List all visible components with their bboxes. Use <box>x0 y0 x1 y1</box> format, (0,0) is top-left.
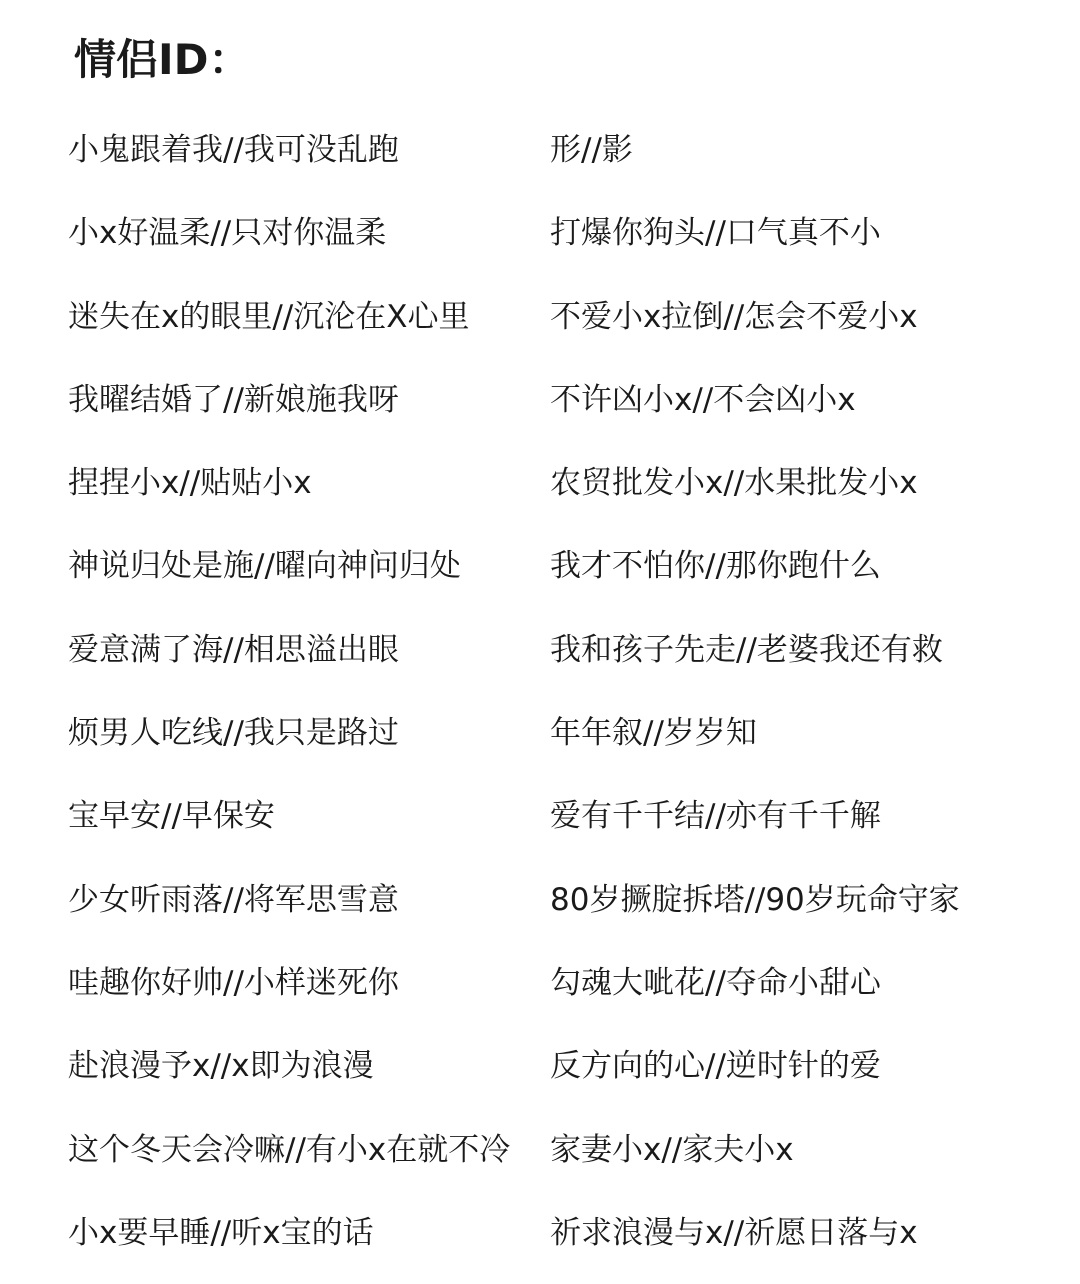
list-item <box>0 1118 1080 1201</box>
list-item <box>0 868 1080 951</box>
couple-id-second: 家妻小x//家夫小x <box>550 1131 794 1168</box>
list-item <box>0 285 1080 368</box>
couple-id-second: 我才不怕你//那你跑什么 <box>550 548 881 585</box>
couple-id-first: 爱意满了海//相思溢出眼 <box>68 631 399 668</box>
couple-id-first: 少女听雨落//将军思雪意 <box>68 881 399 918</box>
couple-id-second: 祈求浪漫与x//祈愿日落与x <box>550 1214 918 1251</box>
list-item <box>0 1201 1080 1284</box>
list-item <box>0 618 1080 701</box>
list-item <box>0 1034 1080 1117</box>
list-item <box>0 368 1080 451</box>
couple-id-first: 烦男人吃线//我只是路过 <box>68 715 399 752</box>
couple-id-list <box>0 118 1080 1284</box>
list-item <box>0 534 1080 617</box>
couple-id-first: 我曜结婚了//新娘施我呀 <box>68 381 399 418</box>
page-title: 情侣ID： <box>74 35 251 84</box>
couple-id-second: 不爱小x拉倒//怎会不爱小x <box>550 298 918 335</box>
couple-id-first: 小x好温柔//只对你温柔 <box>68 215 387 252</box>
couple-id-first: 小鬼跟着我//我可没乱跑 <box>68 132 399 168</box>
couple-id-first: 捏捏小x//贴贴小x <box>68 465 312 502</box>
couple-id-second: 勾魂大呲花//夺命小甜心 <box>550 964 881 1001</box>
couple-id-second: 打爆你狗头//口气真不小 <box>550 215 881 252</box>
couple-id-second: 不许凶小x//不会凶小x <box>550 381 856 418</box>
couple-id-first: 这个冬天会冷嘛//有小x在就不冷 <box>68 1131 511 1168</box>
list-item <box>0 784 1080 867</box>
couple-id-first: 小x要早睡//听x宝的话 <box>68 1214 374 1251</box>
couple-id-first: 哇趣你好帅//小样迷死你 <box>68 964 399 1001</box>
couple-id-second: 年年叙//岁岁知 <box>550 715 757 752</box>
couple-id-second: 反方向的心//逆时针的爱 <box>550 1048 881 1085</box>
couple-id-second: 80岁撅腚拆塔//90岁玩命守家 <box>550 881 960 918</box>
list-item <box>0 701 1080 784</box>
couple-id-first: 宝早安//早保安 <box>68 798 275 835</box>
couple-id-second: 我和孩子先走//老婆我还有救 <box>550 631 943 668</box>
list-item <box>0 951 1080 1034</box>
couple-id-second: 形//影 <box>550 132 633 168</box>
couple-id-first: 迷失在x的眼里//沉沦在X心里 <box>68 298 470 335</box>
list-item <box>0 201 1080 284</box>
couple-id-second: 爱有千千结//亦有千千解 <box>550 798 881 835</box>
couple-id-first: 赴浪漫予x//x即为浪漫 <box>68 1048 374 1085</box>
couple-id-second: 农贸批发小x//水果批发小x <box>550 465 918 502</box>
couple-id-first: 神说归处是施//曜向神问归处 <box>68 548 461 585</box>
list-item <box>0 118 1080 201</box>
list-item <box>0 451 1080 534</box>
